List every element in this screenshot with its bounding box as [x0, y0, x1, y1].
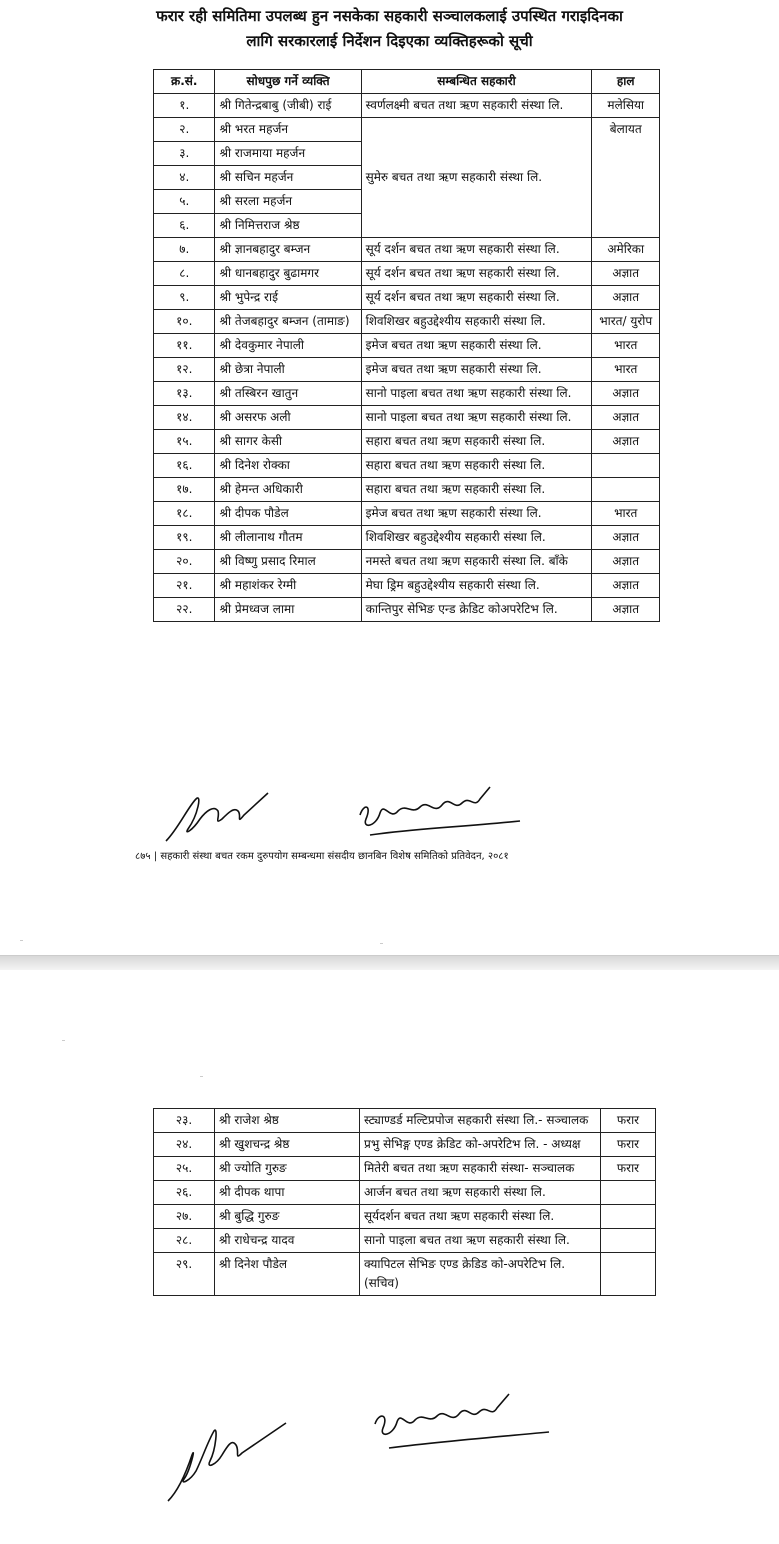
cell-name: श्री तेजबहादुर बम्जन (तामाङ): [215, 310, 361, 334]
table-row: [154, 1133, 656, 1157]
cell-name: श्री राजमाया महर्जन: [215, 142, 361, 166]
cell-coop: मेघा ड्रिम बहुउद्देश्यीय सहकारी संस्था लि.: [361, 574, 592, 598]
cell-sn: ८.: [154, 262, 215, 286]
cell-name: श्री महाशंकर रेग्मी: [215, 574, 361, 598]
scan-speck: [20, 940, 23, 941]
cell-sn: १७.: [154, 478, 215, 502]
cell-coop: सूर्य दर्शन बचत तथा ऋण सहकारी संस्था लि.: [361, 238, 592, 262]
cell-name: श्री प्रेमध्वज लामा: [215, 598, 361, 622]
table-row: [154, 406, 660, 430]
cell-coop: इमेज बचत तथा ऋण सहकारी संस्था लि.: [361, 358, 592, 382]
cell-sn: २६.: [154, 1181, 215, 1205]
table-row: [154, 598, 660, 622]
scan-speck: [62, 1040, 65, 1041]
cell-coop: सुमेरु बचत तथा ऋण सहकारी संस्था लि.: [361, 118, 592, 238]
cell-coop: कान्तिपुर सेभिङ एन्ड क्रेडिट कोअपरेटिभ लि.: [361, 598, 592, 622]
cell-sn: २९.: [154, 1253, 215, 1296]
header-status: हाल: [592, 70, 660, 94]
signature-1: [158, 785, 273, 847]
cell-coop: सूर्यदर्शन बचत तथा ऋण सहकारी संस्था लि.: [360, 1205, 601, 1229]
cell-status: भारत: [592, 334, 660, 358]
table-row: [154, 382, 660, 406]
table-row: [154, 286, 660, 310]
table-row: [154, 526, 660, 550]
cell-name: श्री सरला महर्जन: [215, 190, 361, 214]
table-row: [154, 1205, 656, 1229]
cell-sn: ७.: [154, 238, 215, 262]
cell-status: अज्ञात: [592, 382, 660, 406]
cell-status: अमेरिका: [592, 238, 660, 262]
cell-status: [601, 1205, 656, 1229]
table-row: [154, 262, 660, 286]
cell-sn: ४.: [154, 166, 215, 190]
cell-sn: ३.: [154, 142, 215, 166]
cell-sn: १५.: [154, 430, 215, 454]
table-row: [154, 430, 660, 454]
cell-coop: शिवशिखर बहुउद्देश्यीय सहकारी संस्था लि.: [361, 310, 592, 334]
scan-speck: [380, 943, 383, 944]
cell-status: [592, 454, 660, 478]
cell-sn: २३.: [154, 1109, 215, 1133]
cell-sn: १८.: [154, 502, 215, 526]
cell-sn: १.: [154, 94, 215, 118]
cell-sn: १३.: [154, 382, 215, 406]
cell-coop: स्वर्णलक्ष्मी बचत तथा ऋण सहकारी संस्था लि.: [361, 94, 592, 118]
cell-name: श्री भुपेन्द्र राई: [215, 286, 361, 310]
cell-coop: सूर्य दर्शन बचत तथा ऋण सहकारी संस्था लि.: [361, 262, 592, 286]
table-header-row: [154, 70, 660, 94]
cell-coop: इमेज बचत तथा ऋण सहकारी संस्था लि.: [361, 502, 592, 526]
cell-status: भारत: [592, 502, 660, 526]
cell-name: श्री ज्योति गुरुङ: [215, 1157, 360, 1181]
cell-coop: आर्जन बचत तथा ऋण सहकारी संस्था लि.: [360, 1181, 601, 1205]
table-row: [154, 94, 660, 118]
title-line-1: फरार रही समितिमा उपलब्ध हुन नसकेका सहकारी सञ्चालकलाई उपस्थित गराइदिनका: [156, 7, 623, 25]
cell-coop: सहारा बचत तथा ऋण सहकारी संस्था लि.: [361, 478, 592, 502]
cell-coop: सूर्य दर्शन बचत तथा ऋण सहकारी संस्था लि.: [361, 286, 592, 310]
cell-sn: २१.: [154, 574, 215, 598]
cell-status: अज्ञात: [592, 430, 660, 454]
cell-status: अज्ञात: [592, 574, 660, 598]
header-coop: सम्बन्धित सहकारी: [361, 70, 592, 94]
cell-name: श्री विष्णु प्रसाद रिमाल: [215, 550, 361, 574]
cell-coop: मितेरी बचत तथा ऋण सहकारी संस्था- सञ्चालक: [360, 1157, 601, 1181]
cell-name: श्री तस्बिरन खातुन: [215, 382, 361, 406]
cell-status: [601, 1181, 656, 1205]
cell-status: फरार: [601, 1133, 656, 1157]
cell-sn: ११.: [154, 334, 215, 358]
cell-coop: शिवशिखर बहुउद्देश्यीय सहकारी संस्था लि.: [361, 526, 592, 550]
cell-status: बेलायत: [592, 118, 660, 238]
signature-2: [350, 785, 530, 847]
page-break: [0, 955, 779, 970]
cell-name: श्री राजेश श्रेष्ठ: [215, 1109, 360, 1133]
table-row: [154, 334, 660, 358]
cell-sn: २७.: [154, 1205, 215, 1229]
signature-4: [365, 1390, 555, 1460]
cell-name: श्री लीलानाथ गौतम: [215, 526, 361, 550]
table-row: [154, 502, 660, 526]
cell-sn: २८.: [154, 1229, 215, 1253]
cell-coop: सानो पाइला बचत तथा ऋण सहकारी संस्था लि.: [361, 406, 592, 430]
cell-sn: २४.: [154, 1133, 215, 1157]
header-sn: क्र.सं.: [154, 70, 215, 94]
cell-status: अज्ञात: [592, 526, 660, 550]
cell-sn: २५.: [154, 1157, 215, 1181]
cell-name: श्री देवकुमार नेपाली: [215, 334, 361, 358]
cell-coop: सहारा बचत तथा ऋण सहकारी संस्था लि.: [361, 430, 592, 454]
table-row: [154, 358, 660, 382]
table-row: [154, 118, 660, 142]
cell-sn: १०.: [154, 310, 215, 334]
cell-status: भारत: [592, 358, 660, 382]
cell-name: श्री निमित्तराज श्रेष्ठ: [215, 214, 361, 238]
table-row: [154, 1181, 656, 1205]
cell-coop: नमस्ते बचत तथा ऋण सहकारी संस्था लि. बाँके: [361, 550, 592, 574]
cell-status: मलेसिया: [592, 94, 660, 118]
cell-sn: १९.: [154, 526, 215, 550]
table-row: [154, 454, 660, 478]
cell-name: श्री राधेचन्द्र यादव: [215, 1229, 360, 1253]
cell-coop: सानो पाइला बचत तथा ऋण सहकारी संस्था लि.: [361, 382, 592, 406]
cell-name: श्री सचिन महर्जन: [215, 166, 361, 190]
header-name: सोधपुछ गर्ने व्यक्ति: [215, 70, 361, 94]
cell-name: श्री खुशचन्द्र श्रेष्ठ: [215, 1133, 360, 1157]
cell-coop: इमेज बचत तथा ऋण सहकारी संस्था लि.: [361, 334, 592, 358]
cell-status: [601, 1253, 656, 1296]
cell-coop: क्यापिटल सेभिङ एण्ड क्रेडिड को-अपरेटिभ लि. (सचिव): [360, 1253, 601, 1296]
cell-status: अज्ञात: [592, 262, 660, 286]
title-line-2: लागि सरकारलाई निर्देशन दिइएका व्यक्तिहरूको सूची: [246, 32, 533, 50]
cell-sn: १४.: [154, 406, 215, 430]
cell-name: श्री हेमन्त अधिकारी: [215, 478, 361, 502]
cell-coop: सहारा बचत तथा ऋण सहकारी संस्था लि.: [361, 454, 592, 478]
cell-name: श्री दिनेश रोक्का: [215, 454, 361, 478]
cell-coop: सानो पाइला बचत तथा ऋण सहकारी संस्था लि.: [360, 1229, 601, 1253]
table-row: [154, 550, 660, 574]
cell-sn: २२.: [154, 598, 215, 622]
cell-name: श्री छेत्रा नेपाली: [215, 358, 361, 382]
cell-name: श्री दिनेश पौडेल: [215, 1253, 360, 1296]
cell-status: [592, 478, 660, 502]
cell-sn: १६.: [154, 454, 215, 478]
table-row: [154, 574, 660, 598]
table-row: [154, 1253, 656, 1296]
cell-sn: २०.: [154, 550, 215, 574]
cell-status: भारत/ युरोप: [592, 310, 660, 334]
cell-sn: ६.: [154, 214, 215, 238]
cell-name: श्री भरत महर्जन: [215, 118, 361, 142]
table-row: [154, 1157, 656, 1181]
cell-coop: स्ट्याण्डर्ड मल्टिप्रपोज सहकारी संस्था लि.- सञ्चालक: [360, 1109, 601, 1133]
table-row: [154, 1109, 656, 1133]
cell-name: श्री दीपक थापा: [215, 1181, 360, 1205]
cell-status: [601, 1229, 656, 1253]
table-row: [154, 310, 660, 334]
cell-status: अज्ञात: [592, 406, 660, 430]
cell-status: अज्ञात: [592, 598, 660, 622]
table-row: [154, 238, 660, 262]
cell-name: श्री बुद्धि गुरुङ: [215, 1205, 360, 1229]
cell-status: फरार: [601, 1157, 656, 1181]
table-row: [154, 478, 660, 502]
scan-speck: [200, 1076, 203, 1077]
cell-status: फरार: [601, 1109, 656, 1133]
cell-name: श्री सागर केसी: [215, 430, 361, 454]
cell-name: श्री ज्ञानबहादुर बम्जन: [215, 238, 361, 262]
persons-table: [153, 69, 660, 622]
cell-name: श्री गितेन्द्रबाबु (जीबी) राई: [215, 94, 361, 118]
cell-name: श्री दीपक पौडेल: [215, 502, 361, 526]
cell-name: श्री धानबहादुर बुढामगर: [215, 262, 361, 286]
cell-status: अज्ञात: [592, 550, 660, 574]
cell-sn: ५.: [154, 190, 215, 214]
cell-status: अज्ञात: [592, 286, 660, 310]
cell-coop: प्रभु सेभिङ्ग एण्ड क्रेडिट को-अपरेटिभ लि. - अध्यक्ष: [360, 1133, 601, 1157]
page-footer: ८७५ | सहकारी संस्था बचत रकम दुरुपयोग सम्बन्धमा संसदीय छानबिन विशेष समितिको प्रतिवेदन, २०८१: [135, 851, 509, 862]
cell-name: श्री असरफ अली: [215, 406, 361, 430]
table-row: [154, 1229, 656, 1253]
cell-sn: ९.: [154, 286, 215, 310]
cell-sn: २.: [154, 118, 215, 142]
persons-table-continued: [153, 1108, 656, 1296]
signature-3: [162, 1405, 292, 1505]
cell-sn: १२.: [154, 358, 215, 382]
